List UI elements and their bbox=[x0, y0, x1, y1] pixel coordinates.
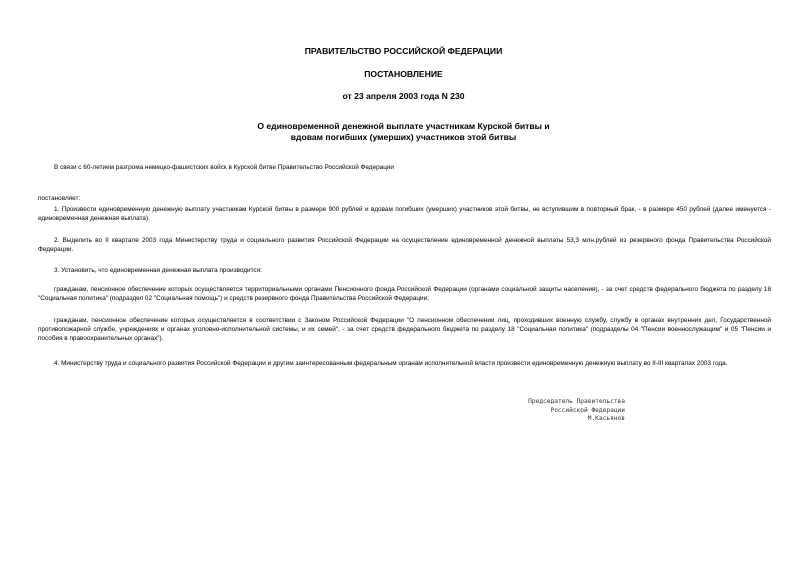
title-line-2: вдовам погибших (умерших) участников этой битвы bbox=[290, 132, 517, 142]
decides-word: постановляет: bbox=[38, 195, 81, 202]
paragraph-3b: гражданам, пенсионное обеспечение которых осуществляется в соответствии с Законом Российской Федерации "О пенсионном обеспечении лиц, проходивших военную службу, службу в органах внутренних дел, Государственной противопожарной службе, учреждениях и органах уголовно-исполнительной системы, и их семей", - за счет средств федерального бюджета по разделу 18 "Социальная политика" (подразделы 04 "Пенсии военнослужащим" и 05 "Пенсии и пособия в правоохранительных органах"). bbox=[38, 317, 771, 342]
paragraph-4: 4. Министерству труда и социального развития Российской Федерации и другим заинтересованным федеральным органам исполнительной власти произвести единовременную денежную выплату во II-III кварталах 2003 года. bbox=[54, 360, 728, 367]
preamble-paragraph: В связи с 60-летием разгрома немецко-фашистских войск в Курской битве Правительство Российской Федерации bbox=[54, 164, 394, 171]
title-line-1: О единовременной денежной выплате участникам Курской битвы и bbox=[257, 121, 550, 131]
document-title bbox=[0, 121, 807, 143]
paragraph-3a: гражданам, пенсионное обеспечение которых осуществляется территориальными органами Пенсионного фонда Российской Федерации (органами социальной защиты населения), - за счет средств федерального бюджета по разделу 18 "Социальная политика" (подраздел 02 "Социальная помощь") и средств резервного фонда Правительства Российской Федерации; bbox=[38, 286, 771, 302]
signature-block bbox=[470, 398, 625, 424]
paragraph-3: 3. Установить, что единовременная денежная выплата производится: bbox=[54, 267, 262, 274]
signature-country: Российской Федерации bbox=[550, 406, 625, 414]
document-type-heading: ПОСТАНОВЛЕНИЕ bbox=[364, 69, 443, 79]
signature-position: Председатель Правительства bbox=[528, 398, 625, 405]
paragraph-1: 1. Произвести единовременную денежную выплату участникам Курской битвы в размере 900 рублей и вдовам погибших (умерших) участников этой битвы, не вступившим в повторный брак, - в размере 450 рублей (далее именуется - единовременная денежная выплата). bbox=[38, 206, 771, 222]
government-heading: ПРАВИТЕЛЬСТВО РОССИЙСКОЙ ФЕДЕРАЦИИ bbox=[304, 46, 503, 56]
date-number-line: от 23 апреля 2003 года N 230 bbox=[342, 91, 465, 101]
signature-name: М.Касьянов bbox=[587, 415, 625, 423]
paragraph-2: 2. Выделить во II квартале 2003 года Министерству труда и социального развития Российской Федерации на осуществление единовременной денежной выплаты 53,3 млн.рублей из резервного фонда Правительства Российской Федерации. bbox=[38, 237, 771, 253]
